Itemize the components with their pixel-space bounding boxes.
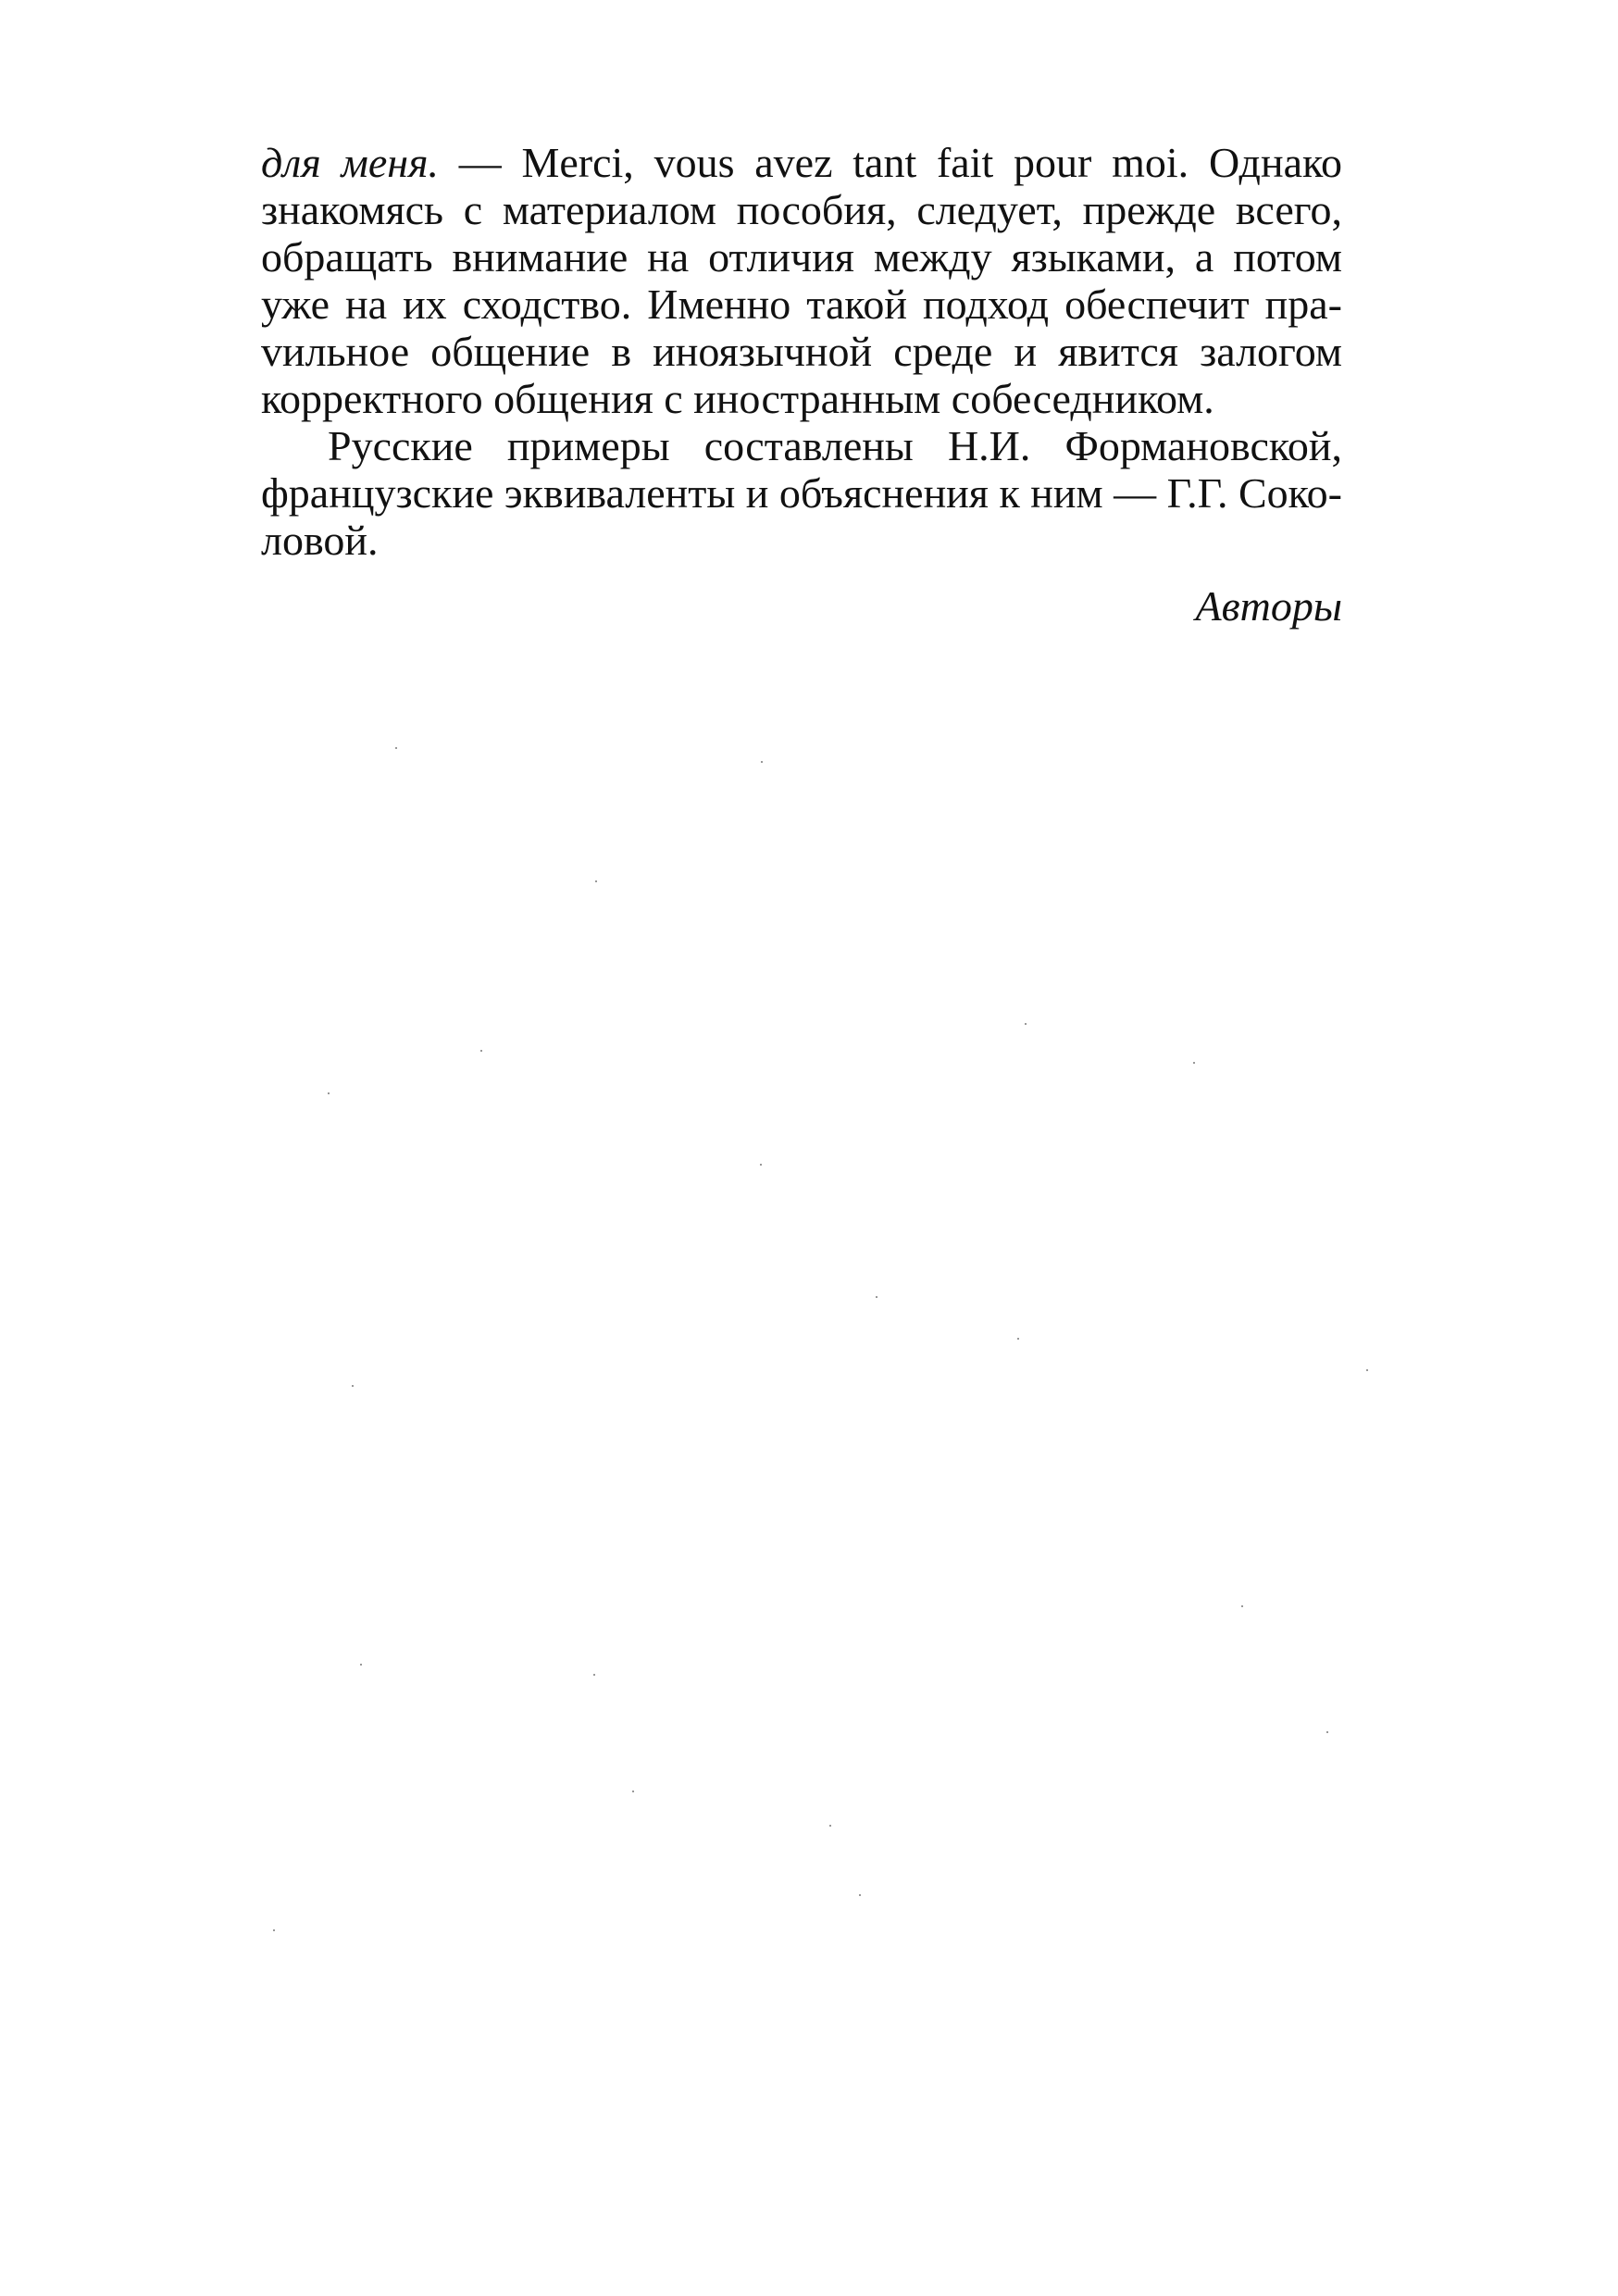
scan-speck [360, 1664, 362, 1666]
scan-speck [595, 880, 597, 882]
scan-speck [761, 761, 763, 763]
scan-speck [1193, 1062, 1195, 1064]
scan-speck [1025, 1023, 1027, 1025]
scan-speck [829, 1825, 831, 1827]
preface-text-block [261, 139, 1342, 632]
scan-speck [352, 1385, 354, 1387]
scan-speck [1241, 1605, 1243, 1607]
scan-speck [593, 1674, 595, 1676]
scan-speck [273, 1929, 275, 1931]
paragraph-2: Русские примеры составлены Н.И. Формановской, французские эквиваленты и объяснения к ним — Г.Г. Соколовой. [261, 422, 1342, 564]
scan-speck [760, 1164, 762, 1166]
paragraph-1-text: — Merci, vous avez tant fait pour moi. Однако знакомясь с материалом пособия, следует, прежде всего, обращать внимание на отличия между языками, а потом уже на их сходство. Именно такой подход обеспечит праvильное общение в иноязычной среде и явится залогом корректного общения с иностранным собеседником. [261, 139, 1343, 422]
scan-speck [876, 1296, 877, 1298]
scan-speck [1017, 1338, 1019, 1340]
authors-signature: Авторы [1195, 582, 1342, 630]
scan-speck [328, 1092, 330, 1094]
scan-speck [395, 747, 397, 749]
paragraph-1 [261, 139, 1342, 422]
scan-speck [480, 1050, 482, 1052]
scan-speck [1326, 1731, 1328, 1733]
paragraph-1-lead-in: для меня. [261, 139, 439, 186]
scan-speck [632, 1791, 634, 1792]
scan-speck [1366, 1369, 1368, 1371]
scan-speck [859, 1894, 861, 1896]
